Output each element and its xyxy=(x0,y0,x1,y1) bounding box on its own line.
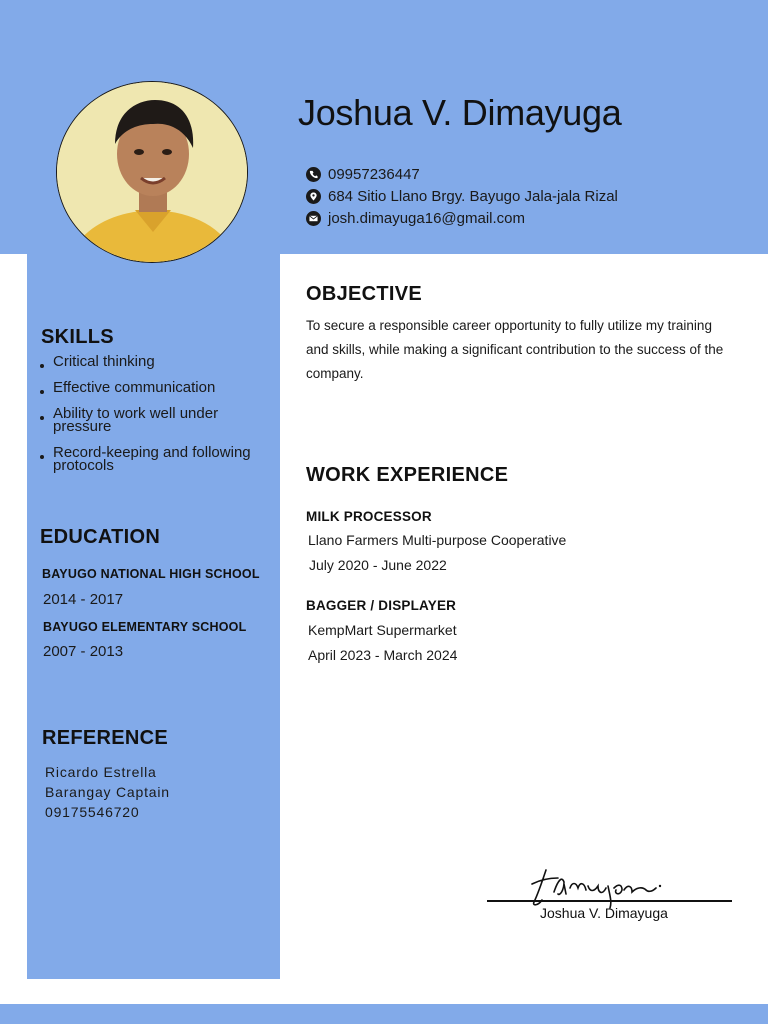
job-title: MILK PROCESSOR xyxy=(306,509,432,524)
contact-address-text: 684 Sitio Llano Brgy. Bayugo Jala-jala Rizal xyxy=(328,188,618,205)
reference-name: Ricardo Estrella xyxy=(45,764,157,780)
contact-email-text: josh.dimayuga16@gmail.com xyxy=(328,210,525,227)
objective-heading: OBJECTIVE xyxy=(306,283,423,305)
signature-printed-name: Joshua V. Dimayuga xyxy=(540,905,668,921)
job-period: April 2023 - March 2024 xyxy=(308,647,458,663)
profile-photo xyxy=(56,81,248,263)
skill-item: Effective communication xyxy=(38,381,273,394)
contact-address xyxy=(306,188,618,205)
school-name: BAYUGO ELEMENTARY SCHOOL xyxy=(43,620,247,634)
job-period: July 2020 - June 2022 xyxy=(309,557,447,573)
school-years: 2007 - 2013 xyxy=(43,643,124,660)
profile-photo-illustration xyxy=(57,82,248,263)
reference-heading: REFERENCE xyxy=(42,727,169,749)
skill-item: Record-keeping and following protocols xyxy=(38,446,263,472)
objective-text: To secure a responsible career opportunity to fully utilize my training and skills, while making a significant contribution to the success of the company. xyxy=(306,318,724,381)
skills-list xyxy=(38,355,273,472)
footer-band xyxy=(0,1004,768,1024)
job-company: KempMart Supermarket xyxy=(308,622,457,638)
job-title: BAGGER / DISPLAYER xyxy=(306,598,457,613)
person-name: Joshua V. Dimayuga xyxy=(298,92,622,133)
school-years: 2014 - 2017 xyxy=(43,591,124,608)
school-name: BAYUGO NATIONAL HIGH SCHOOL xyxy=(42,567,260,581)
work-experience-heading: WORK EXPERIENCE xyxy=(306,464,509,486)
contact-phone xyxy=(306,166,420,183)
skill-item: Ability to work well under pressure xyxy=(38,407,248,433)
contact-email xyxy=(306,210,525,227)
education-heading: EDUCATION xyxy=(40,526,161,548)
reference-position: Barangay Captain xyxy=(45,784,170,800)
reference-phone: 09175546720 xyxy=(45,804,140,820)
job-company: Llano Farmers Multi-purpose Cooperative xyxy=(308,532,567,548)
signature-line xyxy=(487,900,732,902)
skills-heading: SKILLS xyxy=(41,326,114,348)
phone-icon xyxy=(306,167,321,182)
location-pin-icon xyxy=(306,189,321,204)
skill-item: Critical thinking xyxy=(38,355,273,368)
envelope-icon xyxy=(306,211,321,226)
contact-phone-text: 09957236447 xyxy=(328,166,420,183)
